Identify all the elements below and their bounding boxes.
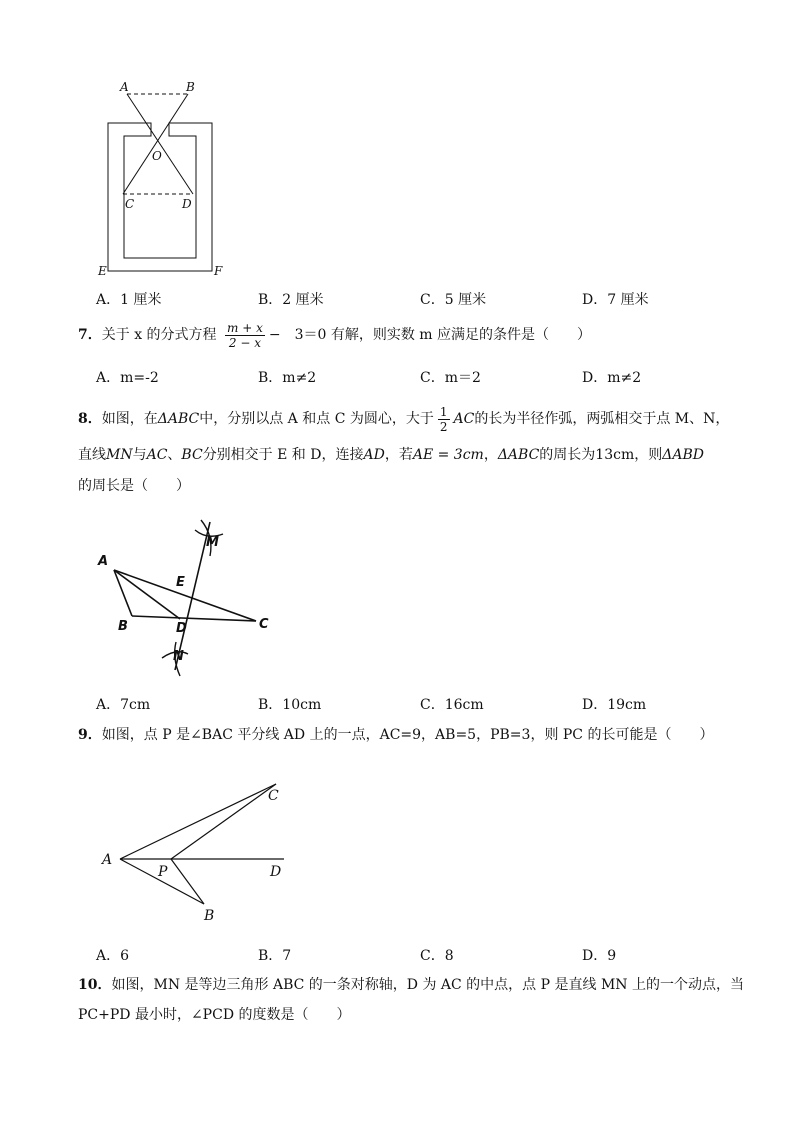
q8-line2-e: ，若 bbox=[384, 447, 413, 463]
q9-option-a[interactable]: A．6 bbox=[96, 948, 130, 964]
q9-segment-pc bbox=[171, 784, 276, 859]
q7-fraction bbox=[225, 321, 265, 350]
q6-option-d[interactable]: D．7 厘米 bbox=[582, 292, 649, 308]
q9-options bbox=[96, 945, 736, 965]
q9-segment-pb bbox=[171, 859, 204, 904]
q7-text-a: 关于 x 的分式方程 bbox=[101, 327, 217, 343]
q8-line1-a: 如图，在 bbox=[101, 411, 158, 427]
q8-line2-c: 、 bbox=[167, 447, 182, 463]
q9-label-d: D bbox=[270, 864, 282, 880]
q8-label-a: A bbox=[98, 554, 109, 569]
q8-label-e: E bbox=[176, 575, 185, 590]
q10-line1: 如图，MN 是等边三角形 ABC 的一条对称轴，D 为 AC 的中点，点 P 是直线 MN 上的一个动点，当 bbox=[111, 977, 744, 993]
q6-label-e: E bbox=[98, 264, 107, 278]
q8-triangle-abc-2: ΔABC bbox=[497, 447, 540, 463]
q6-label-b: B bbox=[186, 80, 195, 94]
q8-line1-b: 中，分别以点 A 和点 C 为圆心，大于 bbox=[199, 411, 434, 427]
q8-segment-ad: AD bbox=[363, 447, 385, 463]
q8-stem bbox=[78, 404, 758, 434]
q6-option-b[interactable]: B．2 厘米 bbox=[258, 292, 324, 308]
q9-label-p: P bbox=[158, 864, 168, 880]
q8-option-b[interactable]: B．10cm bbox=[258, 697, 322, 713]
q8-line2-b: 与 bbox=[132, 447, 147, 463]
q7-option-a[interactable]: A．m=-2 bbox=[96, 370, 159, 386]
q9-label-c: C bbox=[268, 788, 279, 804]
q6-label-o: O bbox=[152, 149, 162, 163]
q8-line2-d: 分别相交于 E 和 D，连接 bbox=[202, 447, 364, 463]
q9-label-b: B bbox=[204, 908, 215, 924]
q8-line3: 的周长是（ ） bbox=[78, 478, 190, 494]
q9-label-a: A bbox=[102, 852, 113, 868]
q8-label-m: M bbox=[206, 535, 219, 550]
q9-figure bbox=[96, 776, 296, 928]
q9-segment-ac bbox=[120, 784, 276, 859]
q10-stem bbox=[78, 970, 758, 1000]
q8-line-mn: MN bbox=[106, 447, 133, 463]
q6-line-bc bbox=[123, 94, 188, 194]
q8-line2-f: ， bbox=[483, 447, 498, 463]
q9-option-c[interactable]: C．8 bbox=[420, 948, 454, 964]
q10-line2: PC+PD 最小时，∠PCD 的度数是（ ） bbox=[78, 1007, 351, 1023]
q6-option-c[interactable]: C．5 厘米 bbox=[420, 292, 487, 308]
q6-options bbox=[96, 289, 736, 309]
q7-fraction-denominator: 2 − x bbox=[228, 335, 261, 350]
q8-triangle-abd: ΔABD bbox=[662, 447, 704, 463]
q7-option-c[interactable]: C．m＝2 bbox=[420, 370, 481, 386]
q8-number: 8． bbox=[78, 411, 102, 427]
q10-number: 10． bbox=[78, 977, 112, 993]
q8-option-d[interactable]: D．19cm bbox=[582, 697, 647, 713]
q8-label-c: C bbox=[259, 617, 269, 632]
q8-triangle-abc: ΔABC bbox=[157, 411, 200, 427]
q6-label-a: A bbox=[120, 80, 129, 94]
q8-line-mn bbox=[175, 522, 210, 670]
q6-outer-frame bbox=[108, 123, 212, 271]
q8-line2-ac: AC bbox=[146, 447, 168, 463]
q7-number: 7． bbox=[78, 327, 102, 343]
q8-segment-ac bbox=[114, 570, 256, 621]
q9-option-b[interactable]: B．7 bbox=[258, 948, 292, 964]
q8-line1-c: 的长为半径作弧，两弧相交于点 M、N， bbox=[474, 411, 730, 427]
q6-label-d: D bbox=[182, 197, 192, 211]
q8-line2-g: 的周长为13cm，则 bbox=[539, 447, 663, 463]
q8-ae-value: AE = 3cm bbox=[412, 447, 484, 463]
q8-options bbox=[96, 694, 736, 714]
q7-options bbox=[96, 367, 736, 387]
q7-stem bbox=[78, 320, 758, 350]
q7-fraction-numerator: m + x bbox=[227, 320, 263, 335]
q8-line2-a: 直线 bbox=[78, 447, 106, 463]
q7-option-b[interactable]: B．m≠2 bbox=[258, 370, 317, 386]
q8-figure bbox=[92, 512, 292, 678]
q9-stem bbox=[78, 720, 758, 750]
q8-option-a[interactable]: A．7cm bbox=[96, 697, 151, 713]
q8-stem-line2 bbox=[78, 440, 758, 470]
q9-text: 如图，点 P 是∠BAC 平分线 AD 上的一点，AC=9，AB=5，PB=3，则 PC 的长可能是（ ） bbox=[101, 727, 714, 743]
q6-label-f: F bbox=[214, 264, 223, 278]
q8-segment-bc bbox=[132, 616, 256, 621]
q8-segment-bc: BC bbox=[181, 447, 203, 463]
q8-label-n: N bbox=[173, 649, 184, 664]
q8-segment-ac: AC bbox=[453, 411, 475, 427]
q9-number: 9． bbox=[78, 727, 102, 743]
q6-label-c: C bbox=[125, 197, 135, 211]
q6-line-ad bbox=[127, 94, 193, 194]
q7-option-d[interactable]: D．m≠2 bbox=[582, 370, 642, 386]
q8-option-c[interactable]: C．16cm bbox=[420, 697, 484, 713]
q8-label-d: D bbox=[176, 621, 187, 636]
q8-half-numerator: 1 bbox=[439, 404, 448, 419]
q8-half-fraction bbox=[438, 405, 450, 434]
q9-option-d[interactable]: D．9 bbox=[582, 948, 617, 964]
q7-text-b: − 3＝0 有解，则实数 m 应满足的条件是（ ） bbox=[268, 327, 592, 343]
q8-half-denominator: 2 bbox=[439, 419, 448, 434]
q6-figure bbox=[94, 78, 234, 280]
q10-stem-line2 bbox=[78, 1000, 758, 1030]
q8-stem-line3 bbox=[78, 471, 758, 501]
q6-option-a[interactable]: A．1 厘米 bbox=[96, 292, 162, 308]
q8-label-b: B bbox=[118, 619, 128, 634]
